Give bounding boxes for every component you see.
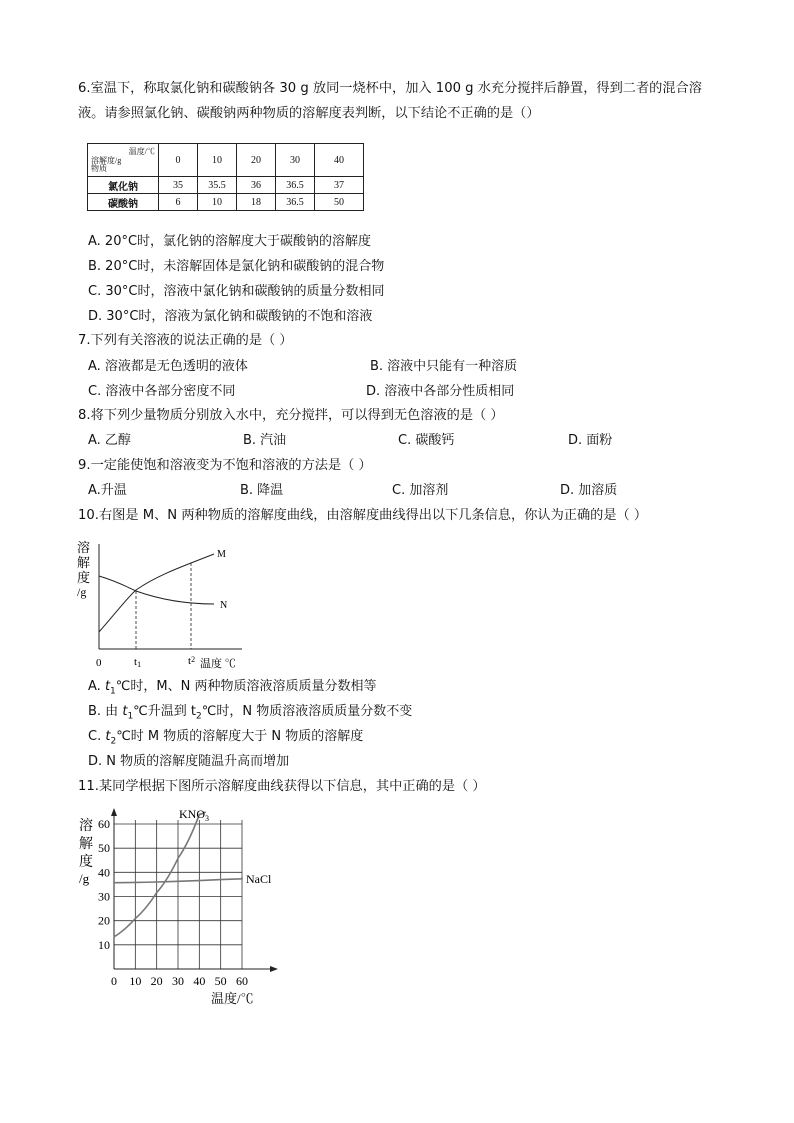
y-axis-label-char: /g bbox=[77, 585, 87, 599]
y-tick-label: 40 bbox=[98, 865, 110, 880]
temp-header: 40 bbox=[315, 144, 364, 177]
x-axis-label: 温度/℃ bbox=[211, 991, 254, 1006]
q7-option-c: C. 溶液中各部分密度不同 bbox=[88, 384, 236, 399]
q8-stem: 8.将下列少量物质分别放入水中，充分搅拌，可以得到无色溶液的是（ ） bbox=[78, 408, 504, 423]
q7-option-b: B. 溶液中只能有一种溶质 bbox=[370, 359, 518, 374]
y-axis-label-char: 溶 bbox=[77, 540, 91, 555]
t1-label: t1 bbox=[134, 656, 142, 669]
kno3-label: $KNO_3$ bbox=[179, 807, 209, 823]
y-axis-label-char: 度 bbox=[77, 570, 91, 585]
q8-option-d: D. 面粉 bbox=[568, 433, 613, 448]
q6-option-c: C. 30°C时，溶液中氯化钠和碳酸钠的质量分数相同 bbox=[88, 284, 385, 299]
nacl-label: NaCl bbox=[246, 872, 272, 886]
q6-stem-line1: 6.室温下，称取氯化钠和碳酸钠各 30 g 放同一烧杯中，加入 100 g 水充分搅拌后静置，得到二者的混合溶 bbox=[78, 81, 702, 96]
curve-m bbox=[99, 554, 214, 632]
q6-option-b: B. 20°C时，未溶解固体是氯化钠和碳酸钠的混合物 bbox=[88, 259, 385, 274]
q10-option-c: C. $t_2℃$时 M 物质的溶解度大于 N 物质的溶解度 bbox=[88, 729, 364, 747]
t2-label: t2 bbox=[188, 655, 196, 667]
table-cell: 37 bbox=[315, 177, 364, 194]
q10-option-a: A. $t_1℃$时，M、N 两种物质溶液溶质质量分数相等 bbox=[88, 679, 377, 697]
table-cell: 36 bbox=[237, 177, 276, 194]
x-tick-label: 40 bbox=[193, 974, 206, 988]
q9-stem: 9.一定能使饱和溶液变为不饱和溶液的方法是（ ） bbox=[78, 458, 372, 473]
temp-header: 10 bbox=[198, 144, 237, 177]
q9-option-a: A.升温 bbox=[88, 483, 127, 498]
x-tick-label: 30 bbox=[172, 974, 184, 988]
q7-option-d: D. 溶液中各部分性质相同 bbox=[366, 384, 515, 399]
row-name-nacl: 氯化钠 bbox=[88, 177, 159, 194]
row-name-na2co3: 碳酸钠 bbox=[88, 194, 159, 211]
q6-stem-line2: 液。请参照氯化钠、碳酸钠两种物质的溶解度表判断，以下结论不正确的是（） bbox=[78, 106, 540, 121]
solubility-table bbox=[87, 143, 364, 211]
corner-temp-label: 温度/℃ bbox=[128, 147, 155, 156]
q6-option-a: A. 20°C时，氯化钠的溶解度大于碳酸钠的溶解度 bbox=[88, 234, 372, 249]
x-axis-label: 温度 ℃ bbox=[200, 658, 236, 670]
table-cell: 50 bbox=[315, 194, 364, 211]
x-axis-arrow bbox=[270, 966, 278, 972]
x-tick-label: 60 bbox=[236, 974, 248, 988]
y-tick-label: 10 bbox=[98, 937, 110, 952]
x-tick-label: 0 bbox=[111, 974, 117, 988]
mn-solubility-chart bbox=[74, 534, 254, 674]
table-cell: 18 bbox=[237, 194, 276, 211]
q10-stem: 10.右图是 M、N 两种物质的溶解度曲线，由溶解度曲线得出以下几条信息，你认为正确的是（ ） bbox=[78, 508, 648, 523]
table-corner-header bbox=[88, 144, 159, 177]
series-kno3 bbox=[114, 812, 206, 937]
table-cell: 36.5 bbox=[276, 194, 315, 211]
temp-header: 0 bbox=[159, 144, 198, 177]
y-tick-label: 50 bbox=[98, 841, 110, 856]
y-tick-label: 60 bbox=[98, 817, 110, 831]
q10-option-b: B. 由 $t_1℃$升温到 $t_2℃$时，N 物质溶液溶质质量分数不变 bbox=[88, 704, 413, 722]
origin-label: 0 bbox=[96, 657, 102, 669]
table-cell: 35 bbox=[159, 177, 198, 194]
q9-option-d: D. 加溶质 bbox=[560, 483, 618, 498]
corner-solubility-label: 溶解度/g bbox=[91, 156, 122, 165]
y-axis-label-char: 解 bbox=[79, 837, 93, 852]
x-tick-label: 10 bbox=[129, 974, 142, 988]
q8-option-c: C. 碳酸钙 bbox=[398, 433, 455, 448]
q10-option-d: D. N 物质的溶解度随温升高而增加 bbox=[88, 754, 290, 769]
y-tick-label: 30 bbox=[98, 889, 110, 904]
q11-stem: 11.某同学根据下图所示溶解度曲线获得以下信息，其中正确的是（ ） bbox=[78, 779, 486, 794]
q7-option-a: A. 溶液都是无色透明的液体 bbox=[88, 359, 248, 374]
temp-header: 20 bbox=[237, 144, 276, 177]
q7-stem: 7.下列有关溶液的说法正确的是（ ） bbox=[78, 333, 293, 348]
kno3-nacl-solubility-chart bbox=[74, 800, 294, 1010]
n-curve-label: N bbox=[220, 600, 228, 611]
y-axis-label-char: 溶 bbox=[79, 819, 93, 834]
table-cell: 35.5 bbox=[198, 177, 237, 194]
y-axis-label-char: 解 bbox=[77, 555, 91, 570]
table-cell: 36.5 bbox=[276, 177, 315, 194]
table-cell: 6 bbox=[159, 194, 198, 211]
q8-option-a: A. 乙醇 bbox=[88, 433, 131, 448]
x-tick-label: 50 bbox=[214, 974, 227, 988]
y-tick-label: 20 bbox=[98, 913, 110, 928]
x-tick-label: 20 bbox=[150, 974, 163, 988]
y-axis-label-char: 度 bbox=[79, 855, 93, 870]
q6-option-d: D. 30°C时，溶液为氯化钠和碳酸钠的不饱和溶液 bbox=[88, 309, 373, 324]
q8-option-b: B. 汽油 bbox=[243, 433, 287, 448]
curve-n bbox=[99, 576, 214, 604]
temp-header: 30 bbox=[276, 144, 315, 177]
y-axis-arrow bbox=[111, 808, 117, 816]
m-curve-label: M bbox=[217, 549, 226, 560]
corner-substance-label: 物质 bbox=[91, 164, 107, 173]
q9-option-b: B. 降温 bbox=[240, 483, 284, 498]
table-cell: 10 bbox=[198, 194, 237, 211]
q9-option-c: C. 加溶剂 bbox=[392, 483, 449, 498]
y-axis-label-char: /g bbox=[79, 871, 90, 886]
